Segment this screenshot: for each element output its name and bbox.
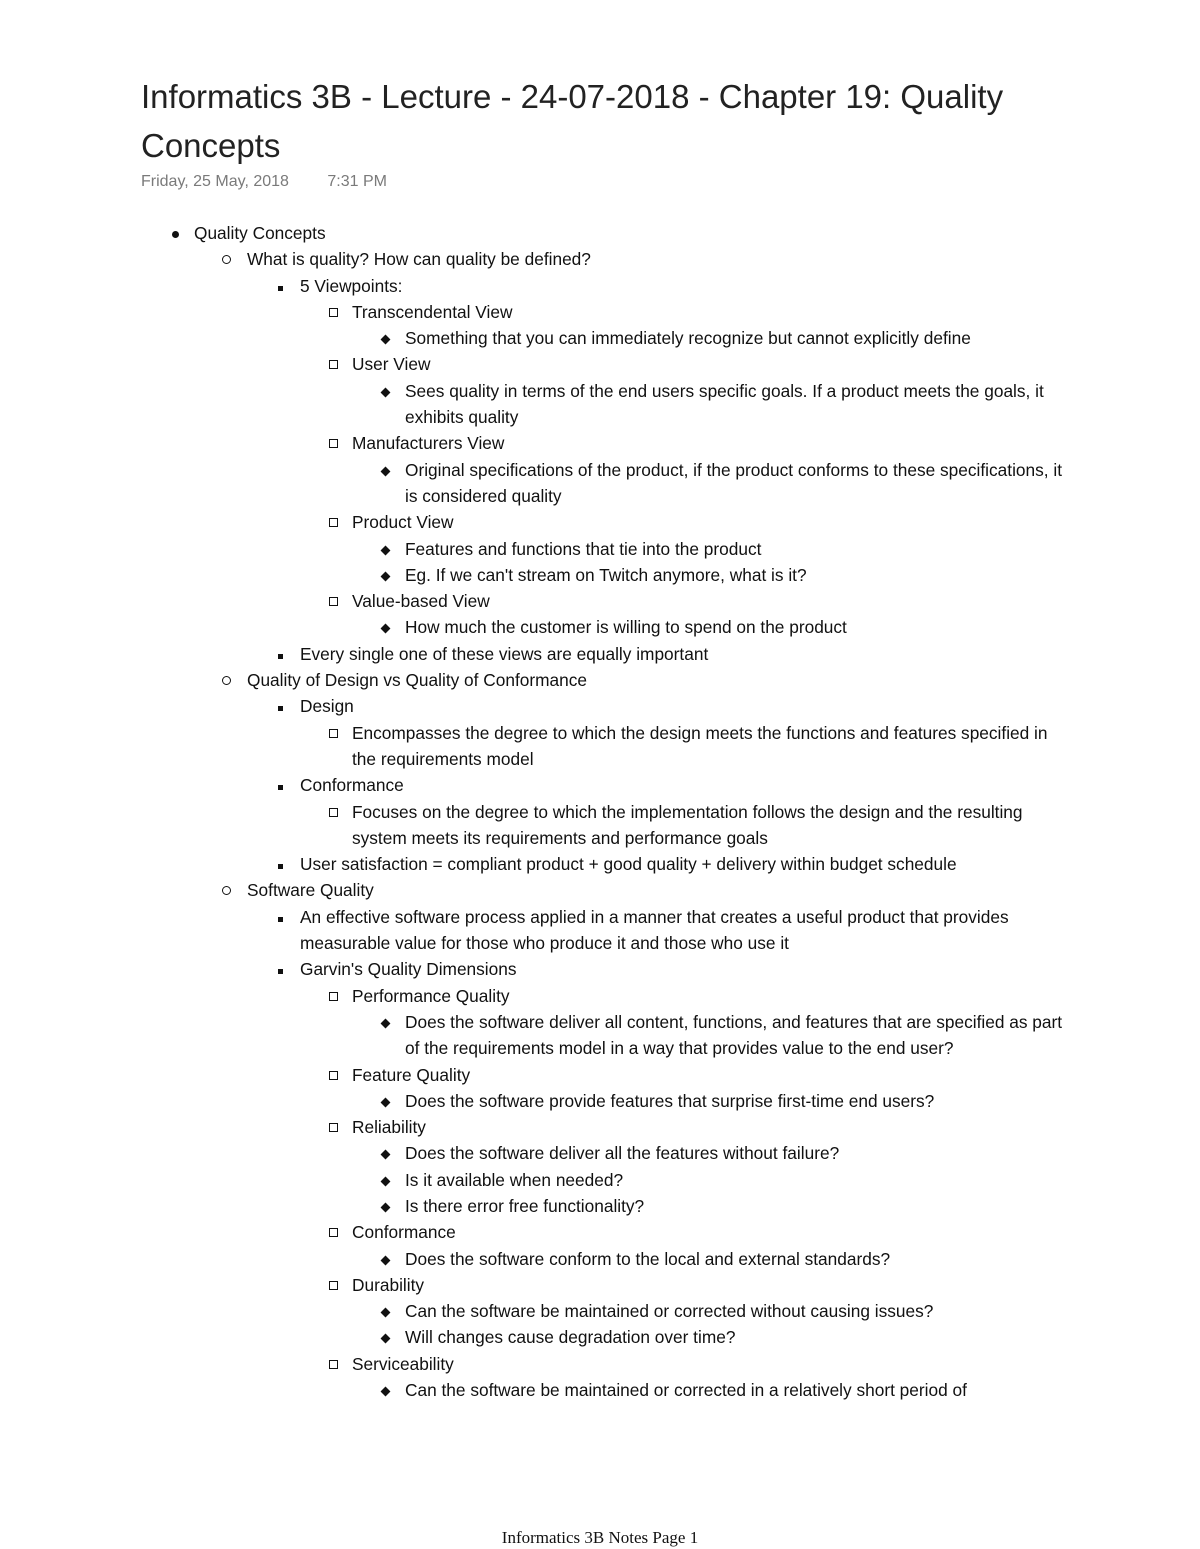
outline-item [0,1298,1074,1324]
outline-item-text: Product View [352,512,454,533]
outline-item [0,378,1074,431]
diamond-bullet-icon [378,325,392,351]
outline-item [0,641,1074,667]
diamond-bullet-icon [378,1193,392,1219]
outline-item-text: Quality Concepts [194,223,326,243]
outline-item [0,983,1074,1009]
outline-item-text: Reliability [352,1117,426,1138]
filled-square-bullet-icon [273,273,287,299]
outline-item [0,720,1074,773]
outline-item-text: Performance Quality [352,985,510,1006]
outline-item-text: User satisfaction = compliant product + good quality + delivery within budget schedule [300,854,957,875]
hollow-square-bullet-icon [326,1219,340,1245]
outline-item [0,1167,1074,1193]
hollow-square-bullet-icon [326,720,340,746]
outline-item-text: Software Quality [247,880,374,901]
filled-square-bullet-icon [273,904,287,930]
outline-item-text: Can the software be maintained or corrected without causing issues? [405,1301,934,1322]
outline-item-text: Serviceability [352,1353,454,1374]
page-title: Informatics 3B - Lecture - 24-07-2018 - Chapter 19: Quality Concepts [141,78,1004,164]
outline-item [0,1140,1074,1166]
outline-item [0,1009,1074,1062]
outline-item [0,772,1074,798]
outline-item-text: Does the software provide features that surprise first-time end users? [405,1090,935,1111]
outline-item [0,693,1074,719]
outline-item-text: Conformance [300,775,404,796]
hollow-square-bullet-icon [326,430,340,456]
hollow-circle-bullet-icon [219,667,233,693]
diamond-bullet-icon [378,1009,392,1035]
diamond-bullet-icon [378,378,392,404]
outline-item [0,457,1074,510]
page-timestamp [141,173,387,191]
outline-item-text: Transcendental View [352,301,513,322]
outline-item-text: 5 Viewpoints: [300,275,403,296]
outline-item-text: Eg. If we can't stream on Twitch anymore, what is it? [405,564,807,585]
diamond-bullet-icon [378,1167,392,1193]
outline-item [0,851,1074,877]
hollow-square-bullet-icon [326,1062,340,1088]
outline-item-text: Will changes cause degradation over time? [405,1327,736,1348]
outline-item-text: Manufacturers View [352,433,505,454]
outline-item [0,1246,1074,1272]
outline-item [0,430,1074,456]
outline-item-text: Garvin's Quality Dimensions [300,959,517,980]
outline-item [0,1377,1074,1403]
hollow-square-bullet-icon [326,588,340,614]
outline-item-text: An effective software process applied in a manner that creates a useful product that provides measurable value for those who produce it and those who use it [300,906,1009,954]
outline-item-text: Encompasses the degree to which the design meets the functions and features specified in the requirements model [352,722,1048,769]
filled-square-bullet-icon [273,772,287,798]
diamond-bullet-icon [378,1298,392,1324]
outline-item-text: Focuses on the degree to which the implementation follows the design and the resulting system meets its requirements and performance goals [352,801,1023,848]
outline-item-text: Is there error free functionality? [405,1195,645,1216]
hollow-square-bullet-icon [326,1272,340,1298]
outline-item [0,509,1074,535]
outline-item [0,904,1074,957]
outline-item-text: Sees quality in terms of the end users specific goals. If a product meets the goals, it exhibits quality [405,380,1044,428]
outline-item-text: Design [300,696,354,717]
outline-item-text: Conformance [352,1222,456,1243]
hollow-circle-bullet-icon [219,246,233,272]
filled-square-bullet-icon [273,851,287,877]
page-footer: Informatics 3B Notes Page 1 [501,1528,699,1547]
outline-item [0,667,1074,693]
outline-item [0,877,1074,903]
page-time: 7:31 PM [327,173,387,190]
hollow-square-bullet-icon [326,299,340,325]
hollow-circle-bullet-icon [219,877,233,903]
hollow-square-bullet-icon [326,983,340,1009]
outline-item [0,273,1074,299]
hollow-square-bullet-icon [326,351,340,377]
hollow-square-bullet-icon [326,1114,340,1140]
diamond-bullet-icon [378,536,392,562]
outline-item-text: Can the software be maintained or corrected in a relatively short period of [405,1380,967,1401]
diamond-bullet-icon [378,1377,392,1403]
outline-item [0,1114,1074,1140]
outline-item-text: Is it available when needed? [405,1169,624,1190]
filled-square-bullet-icon [273,641,287,667]
outline-item-text: Durability [352,1274,425,1295]
outline-item-text: Does the software conform to the local and external standards? [405,1248,891,1269]
outline-item [0,956,1074,982]
outline-item [0,220,1074,246]
outline-item [0,536,1074,562]
outline-item-text: Features and functions that tie into the product [405,538,762,559]
filled-dot-bullet-icon [168,220,182,246]
outline-item [0,246,1074,272]
filled-square-bullet-icon [273,956,287,982]
diamond-bullet-icon [378,1088,392,1114]
diamond-bullet-icon [378,1246,392,1272]
outline-item [0,1272,1074,1298]
diamond-bullet-icon [378,1140,392,1166]
diamond-bullet-icon [378,1324,392,1350]
outline-item [0,351,1074,377]
filled-square-bullet-icon [273,693,287,719]
outline-item-text: Original specifications of the product, if the product conforms to these specifications, it is considered quality [405,459,1063,506]
outline-item [0,614,1074,640]
hollow-square-bullet-icon [326,509,340,535]
outline-item [0,1088,1074,1114]
outline-item [0,1219,1074,1245]
page-date: Friday, 25 May, 2018 [141,173,289,190]
outline-item [0,799,1074,852]
outline-item-text: What is quality? How can quality be defined? [247,249,591,270]
outline-item-text: Quality of Design vs Quality of Conformance [247,670,588,691]
outline-item-text: Every single one of these views are equally important [300,643,709,664]
diamond-bullet-icon [378,614,392,640]
outline-item-text: User View [352,354,431,375]
outline-item-text: Does the software deliver all content, functions, and features that are specified as part of the requirements model in a way that provides value to the end user? [405,1011,1063,1059]
hollow-square-bullet-icon [326,1351,340,1377]
diamond-bullet-icon [378,562,392,588]
hollow-square-bullet-icon [326,799,340,825]
outline-item-text: Does the software deliver all the features without failure? [405,1143,840,1164]
note-outline [0,220,1200,1403]
outline-item [0,562,1074,588]
outline-item-text: How much the customer is willing to spend on the product [405,617,847,638]
outline-item-text: Something that you can immediately recognize but cannot explicitly define [405,328,971,349]
outline-item-text: Value-based View [352,591,490,612]
outline-item [0,299,1074,325]
outline-item [0,325,1074,351]
outline-item-text: Feature Quality [352,1064,471,1085]
outline-item [0,1324,1074,1350]
outline-item [0,1193,1074,1219]
outline-item [0,1062,1074,1088]
diamond-bullet-icon [378,457,392,483]
outline-item [0,1351,1074,1377]
outline-item [0,588,1074,614]
